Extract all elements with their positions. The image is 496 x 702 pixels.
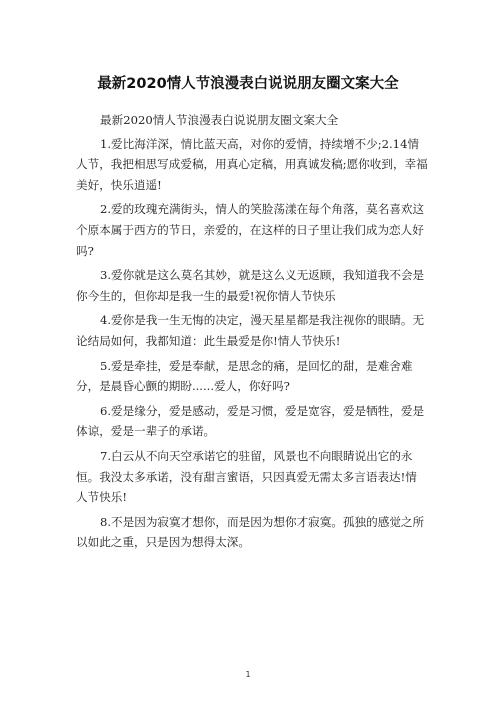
paragraph-3: 3.爱你就是这么莫名其妙，就是这么义无返顾，我知道我不会是你今生的，但你却是我一生的最爱!祝你情人节快乐 <box>76 268 425 303</box>
paragraph-8: 8.不是因为寂寞才想你，而是因为想你才寂寞。孤独的感觉之所以如此之重，只是因为想得太深。 <box>76 514 425 550</box>
document-body <box>76 110 428 557</box>
document-subtitle: 最新2020情人节浪漫表白说说朋友圈文案大全 <box>100 113 339 127</box>
page-number: 1 <box>245 670 251 679</box>
paragraph-4: 4.爱你是我一生无悔的决定，漫天星星都是我注视你的眼睛。无论结局如何，我都知道：此生最爱是你!情人节快乐! <box>76 313 425 348</box>
paragraph-5: 5.爱是牵挂，爱是奉献，是思念的痛，是回忆的甜，是难舍难分，是晨昏心颤的期盼......爱人，你好吗? <box>76 358 413 394</box>
paragraph-7: 7.白云从不向天空承诺它的驻留，风景也不向眼睛说出它的永恒。我没太多承诺，没有甜言蜜语，只因真爱无需太多言语表达!情人节快乐! <box>76 448 417 505</box>
paragraph-2: 2.爱的玫瑰充满街头，情人的笑脸荡漾在每个角落，莫名喜欢这个原本属于西方的节日，亲爱的，在这样的日子里让我们成为恋人好吗? <box>76 202 425 258</box>
document-title: 最新2020情人节浪漫表白说说朋友圈文案大全 <box>97 76 399 92</box>
paragraph-6: 6.爱是缘分，爱是感动，爱是习惯，爱是宽容，爱是牺牲，爱是体谅，爱是一辈子的承诺。 <box>76 403 425 439</box>
paragraph-1: 1.爱比海洋深，情比蓝天高，对你的爱情，持续增不少;2.14情人节，我把相思写成爱稿，用真心定稿，用真诚发稿;愿你收到，幸福美好，快乐逍遥! <box>76 136 428 192</box>
